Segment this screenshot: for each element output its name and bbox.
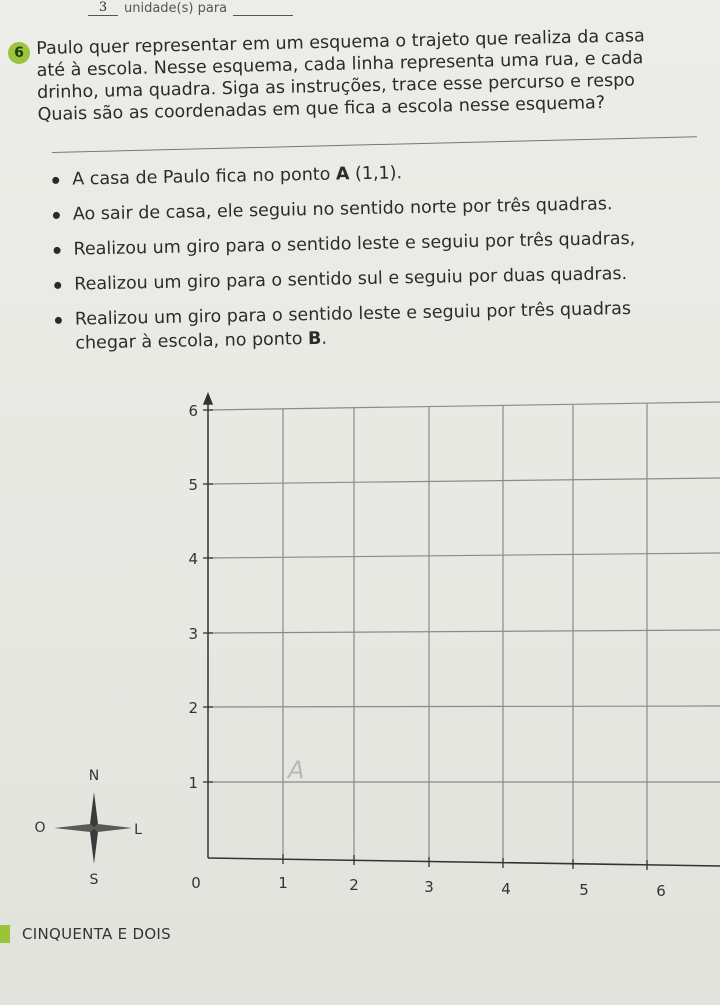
compass-east: L bbox=[134, 822, 142, 838]
page-footer bbox=[0, 925, 171, 943]
handwritten-answer: 3 bbox=[88, 0, 118, 16]
grid-line-y4 bbox=[208, 553, 720, 558]
x-tick-3: 3 bbox=[424, 878, 434, 896]
y-tick-3: 3 bbox=[188, 625, 198, 643]
instruction-item: Realizou um giro para o sentido leste e seguiu por três quadras chegar à escola, no ponto B. bbox=[55, 295, 720, 356]
instruction-item: A casa de Paulo fica no ponto A (1,1). bbox=[52, 155, 720, 192]
x-axis bbox=[208, 858, 720, 866]
grid-line-y6 bbox=[208, 402, 720, 410]
x-tick-4: 4 bbox=[501, 880, 511, 898]
y-tick-5: 5 bbox=[188, 476, 198, 494]
instruction-item: Realizou um giro para o sentido leste e seguiu por três quadras, bbox=[53, 225, 720, 262]
y-tick-6: 6 bbox=[188, 402, 198, 420]
x-tick-1: 1 bbox=[278, 874, 288, 892]
x-tick-2: 2 bbox=[349, 876, 359, 894]
x-tick-6: 6 bbox=[656, 882, 666, 900]
grid-line-y3 bbox=[208, 630, 720, 633]
grid-line-y5 bbox=[208, 478, 720, 484]
handwritten-point-label: A bbox=[288, 756, 305, 784]
y-tick-4: 4 bbox=[188, 550, 198, 568]
footer-accent-tab bbox=[0, 925, 10, 943]
compass-rose-icon bbox=[34, 766, 154, 896]
instruction-item: Realizou um giro para o sentido sul e seguiu por duas quadras. bbox=[54, 260, 720, 297]
y-tick-2: 2 bbox=[188, 699, 198, 717]
y-tick-1: 1 bbox=[188, 774, 198, 792]
compass-south: S bbox=[89, 872, 99, 888]
y-axis-arrow bbox=[204, 394, 212, 404]
compass-north: N bbox=[88, 768, 100, 784]
instruction-item: Ao sair de casa, ele seguiu no sentido norte por três quadras. bbox=[53, 190, 720, 227]
page-number-label: CINQUENTA E DOIS bbox=[22, 925, 171, 943]
grid-line-y2 bbox=[208, 706, 720, 707]
question-number-badge: 6 bbox=[8, 42, 30, 64]
compass-west: O bbox=[34, 820, 46, 836]
x-tick-5: 5 bbox=[579, 881, 589, 899]
x-tick-0: 0 bbox=[191, 874, 201, 892]
header-label: unidade(s) para bbox=[124, 1, 228, 16]
question-text: Paulo quer representar em um esquema o trajeto que realiza da casa até à escola. Nesse esquema, cada linha representa uma rua, e cada drinho, uma quadra. Siga as instruções, trace esse percurso e respo Quais são as coordenadas em que fica a escola nesse esquema? bbox=[36, 26, 646, 125]
